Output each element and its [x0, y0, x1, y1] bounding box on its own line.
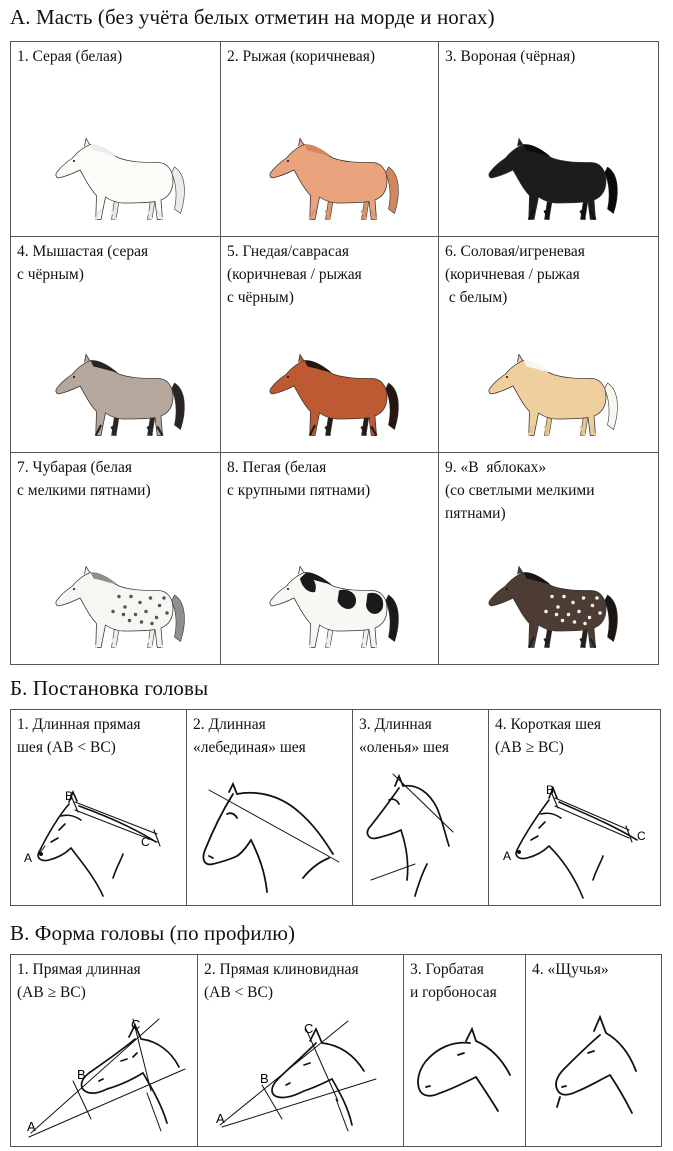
neck-cell-3: 3. Длинная «оленья» шея: [353, 710, 489, 906]
horse-image: [11, 542, 220, 660]
neck-cell-4: 4. Короткая шея (АВ ≥ ВС) B A C: [489, 710, 661, 906]
coat-cell-9: 9. «В яблоках» (со светлыми мелкими пятнами): [439, 453, 659, 665]
coat-cell-6: 6. Соловая/игреневая (коричневая / рыжая с белым): [439, 237, 659, 453]
horse-image: [439, 330, 658, 448]
head-shape-grid: [10, 954, 662, 1147]
head-diagram: [11, 1007, 198, 1147]
head-diagram: [404, 1007, 526, 1147]
head-cell-4: 4. «Щучья»: [526, 955, 662, 1147]
coat-cell-5: 5. Гнедая/саврасая (коричневая / рыжая с чёрным): [221, 237, 439, 453]
coat-cell-8: 8. Пегая (белая с крупными пятнами): [221, 453, 439, 665]
section-a-title: А. Масть (без учёта белых отметин на морде и ногах): [10, 5, 495, 29]
horse-image: [11, 114, 220, 232]
head-diagram: [526, 1007, 662, 1147]
point-c-label: C: [141, 835, 150, 849]
point-a-label: A: [24, 851, 33, 865]
neck-diagram: [11, 768, 187, 904]
horse-image: [221, 330, 438, 448]
horse-image: [11, 330, 220, 448]
point-b-label: B: [65, 789, 74, 803]
neck-cell-2: 2. Длинная «лебединая» шея: [187, 710, 353, 906]
point-a-label: A: [216, 1111, 225, 1126]
head-position-grid: [10, 709, 661, 906]
point-c-label: C: [637, 829, 646, 843]
coat-cell-4: 4. Мышастая (серая с чёрным): [11, 237, 221, 453]
coat-cell-2: 2. Рыжая (коричневая): [221, 42, 439, 237]
point-b-label: B: [77, 1067, 86, 1082]
horse-image: [439, 542, 658, 660]
horse-image: [221, 542, 438, 660]
head-cell-1: 1. Прямая длинная (АВ ≥ ВС) C B A: [11, 955, 198, 1147]
point-a-label: A: [503, 849, 512, 863]
horse-image: [439, 114, 658, 232]
coat-color-grid: [10, 41, 659, 665]
section-c-title: В. Форма головы (по профилю): [10, 921, 296, 945]
point-a-label: A: [27, 1119, 36, 1134]
neck-diagram: [187, 768, 353, 904]
neck-diagram: [489, 768, 661, 904]
head-cell-3: 3. Горбатая и горбоносая: [404, 955, 526, 1147]
point-b-label: B: [260, 1071, 269, 1086]
coat-cell-7: 7. Чубарая (белая с мелкими пятнами): [11, 453, 221, 665]
head-cell-2: 2. Прямая клиновидная (АВ < ВС) C B A: [198, 955, 404, 1147]
neck-cell-1: 1. Длинная прямая шея (АВ < ВС) B A C: [11, 710, 187, 906]
coat-cell-3: 3. Вороная (чёрная): [439, 42, 659, 237]
section-b-title: Б. Постановка головы: [10, 676, 209, 700]
point-c-label: C: [131, 1017, 141, 1032]
horse-image: [221, 114, 438, 232]
coat-cell-1: 1. Серая (белая): [11, 42, 221, 237]
neck-diagram: [353, 768, 489, 904]
point-b-label: B: [546, 783, 555, 797]
head-diagram: [198, 1007, 404, 1147]
point-c-label: C: [304, 1021, 314, 1036]
